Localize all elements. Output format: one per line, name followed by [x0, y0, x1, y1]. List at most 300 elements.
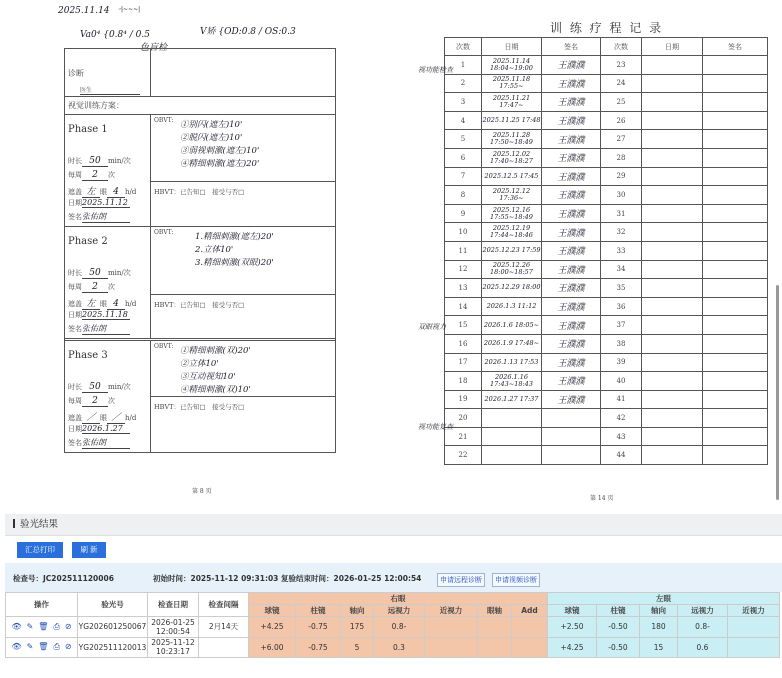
- right-eye-value: [512, 617, 548, 638]
- phase-weekly: [68, 396, 115, 407]
- session-date: [642, 186, 703, 205]
- right-eye-value: [478, 637, 512, 658]
- session-signature: [542, 409, 601, 428]
- obvt-item: ②脱闪(遮左)10': [180, 133, 243, 143]
- refresh-button[interactable]: 刷 新: [72, 542, 106, 558]
- session-number: 22: [445, 446, 482, 465]
- record-row: [445, 204, 768, 223]
- session-number: 5: [445, 130, 482, 149]
- session-date: 2026.1.6 18:05~: [482, 316, 542, 335]
- hide-icon[interactable]: ⊘: [64, 621, 72, 631]
- col-header-left-3: 远视力: [678, 605, 728, 617]
- session-signature: [703, 409, 768, 428]
- exam-date-time: 10:23:17: [156, 647, 190, 657]
- session-number: 19: [445, 390, 482, 409]
- session-date: [642, 446, 703, 465]
- obvt-item: ③互动视知10': [180, 372, 236, 382]
- value: 2: [82, 282, 108, 293]
- record-row: [445, 279, 768, 298]
- doctor-label: 医生: [80, 85, 140, 95]
- exam-interval: [199, 637, 249, 658]
- session-number: 7: [445, 167, 482, 186]
- session-date: 2026.1.27 17:37: [482, 390, 542, 409]
- exam-date-day: 2026-01-25: [151, 617, 195, 627]
- phase-duration: [68, 268, 131, 279]
- diagnosis-content-cell: [150, 48, 336, 97]
- label: 眼: [100, 414, 107, 422]
- right-eye-value: -0.75: [296, 637, 341, 658]
- col-header-left-0: 球镜: [548, 605, 597, 617]
- label: 签名: [68, 325, 82, 333]
- refraction-number: YG202511120013: [78, 637, 148, 658]
- scanned-page-training-record: [418, 0, 782, 505]
- session-number: 28: [601, 148, 642, 167]
- print-icon[interactable]: ⎙: [53, 621, 60, 631]
- session-number: 36: [601, 297, 642, 316]
- obvt-item: ④精细刺激(双)10': [180, 385, 251, 395]
- session-signature: 王濮濮: [542, 372, 601, 391]
- session-signature: [703, 56, 768, 75]
- record-row: [445, 427, 768, 446]
- session-signature: [542, 427, 601, 446]
- session-number: 16: [445, 334, 482, 353]
- unit: 次: [108, 397, 115, 405]
- session-number: 38: [601, 334, 642, 353]
- session-number: 35: [601, 279, 642, 298]
- session-signature: 王濮濮: [542, 74, 601, 93]
- session-date: [642, 130, 703, 149]
- col-header-right-0: 球镜: [249, 605, 296, 617]
- session-signature: [703, 297, 768, 316]
- session-date: [642, 390, 703, 409]
- record-row: [445, 334, 768, 353]
- record-row: [445, 446, 768, 465]
- session-signature: [703, 316, 768, 335]
- session-number: 43: [601, 427, 642, 446]
- left-eye-value: -0.50: [597, 637, 640, 658]
- session-signature: [703, 334, 768, 353]
- label: 签名: [68, 439, 82, 447]
- right-eye-value: 0.3: [374, 637, 425, 658]
- right-eye-value: [425, 617, 478, 638]
- session-signature: [703, 204, 768, 223]
- session-number: 10: [445, 223, 482, 242]
- session-number: 21: [445, 427, 482, 446]
- session-signature: 王濮濮: [542, 334, 601, 353]
- col-header-interval: 检查间隔: [199, 593, 249, 617]
- session-date: [642, 93, 703, 112]
- session-signature: 王濮濮: [542, 316, 601, 335]
- right-eye-value: -0.75: [296, 617, 341, 638]
- session-signature: 王濮濮: [542, 223, 601, 242]
- phase-weekly: [68, 282, 115, 293]
- session-signature: 王濮濮: [542, 148, 601, 167]
- print-icon[interactable]: ⎙: [53, 642, 60, 652]
- session-signature: [703, 186, 768, 205]
- session-date: [642, 148, 703, 167]
- session-signature: 王濮濮: [542, 204, 601, 223]
- session-date: 2025.11.21 17:47~: [482, 93, 542, 112]
- obvt-item: 3.精细刺激(双眼)20': [195, 258, 274, 268]
- hide-icon[interactable]: ⊘: [64, 642, 72, 652]
- right-eye-value: 175: [341, 617, 374, 638]
- obvt-item: ①别闪(遮左)10': [180, 120, 243, 130]
- col-header: 次数: [601, 38, 642, 56]
- col-header: 次数: [445, 38, 482, 56]
- right-eye-value: 5: [341, 637, 374, 658]
- session-number: 40: [601, 372, 642, 391]
- session-date: 2026.1.3 11:12: [482, 297, 542, 316]
- row-actions: [6, 617, 78, 638]
- exam-date-day: 2025-11-12: [151, 638, 195, 648]
- session-number: 29: [601, 167, 642, 186]
- session-date: [642, 297, 703, 316]
- label: 时长: [68, 157, 82, 165]
- session-number: 33: [601, 241, 642, 260]
- hbvt-label: HBVT：已告知□ 接受与否□: [154, 403, 245, 411]
- session-number: 12: [445, 260, 482, 279]
- session-date: 2025.12.12 17:36~: [482, 186, 542, 205]
- session-date: 2026.1.13 17:53: [482, 353, 542, 372]
- col-header-right-2: 轴向: [341, 605, 374, 617]
- session-date: [642, 427, 703, 446]
- exam-interval: 2月14天: [199, 617, 249, 638]
- request-remote-diagnosis-link[interactable]: 申请远程诊断: [437, 573, 485, 587]
- session-signature: [542, 446, 601, 465]
- col-header-refraction-no: 验光号: [78, 593, 148, 617]
- handwritten-note: ｰ|~~~|: [118, 6, 141, 13]
- record-row: [445, 148, 768, 167]
- delete-icon[interactable]: 🗑: [38, 621, 49, 631]
- obvt-item: ③弱视刺激(遮左)10': [180, 146, 260, 156]
- obvt-item: ②立体10': [180, 359, 219, 369]
- result-row: [6, 617, 780, 638]
- left-eye-value: -0.50: [597, 617, 640, 638]
- phase-date: [68, 424, 130, 434]
- exam-date-time: 12:00:54: [156, 626, 190, 636]
- col-header-right-4: 近视力: [425, 605, 478, 617]
- session-date: [482, 427, 542, 446]
- session-number: 4: [445, 111, 482, 130]
- session-date: 2025.11.28 17:50~18:49: [482, 130, 542, 149]
- value: 2025.11.18: [82, 310, 130, 320]
- session-signature: [703, 74, 768, 93]
- phase-cover: [68, 184, 136, 198]
- obvt-item: ①精细刺激(双)20': [180, 346, 251, 356]
- record-row: [445, 93, 768, 112]
- phase-sign: [68, 323, 130, 335]
- session-date: 2025.12.26 18:00~18:57: [482, 260, 542, 279]
- record-row: [445, 56, 768, 75]
- margin-note: 视功能复查: [418, 423, 453, 431]
- record-row: [445, 241, 768, 260]
- value: 2025.11.12: [82, 198, 130, 208]
- session-signature: [703, 446, 768, 465]
- session-date: [642, 260, 703, 279]
- session-number: 15: [445, 316, 482, 335]
- session-date: 2025.12.23 17:59: [482, 241, 542, 260]
- session-date: [642, 316, 703, 335]
- label: 每周: [68, 171, 82, 179]
- session-signature: 王濮濮: [542, 93, 601, 112]
- session-date: 2025.12.5 17:45: [482, 167, 542, 186]
- value: 2026.1.27: [82, 424, 130, 434]
- left-eye-value: +2.50: [548, 617, 597, 638]
- session-date: [642, 372, 703, 391]
- request-video-diagnosis-link[interactable]: 申请视频诊断: [492, 573, 540, 587]
- left-eye-value: 15: [640, 637, 678, 658]
- col-header-ops: 操作: [6, 593, 78, 617]
- record-row: [445, 372, 768, 391]
- session-date: [642, 111, 703, 130]
- image-scrollbar[interactable]: [776, 285, 779, 500]
- exam-date: [148, 637, 199, 658]
- col-header-left-4: 近视力: [728, 605, 780, 617]
- left-eye-value: +4.25: [548, 637, 597, 658]
- label: 日期: [68, 425, 82, 433]
- value: ／: [107, 410, 125, 424]
- record-row: [445, 223, 768, 242]
- right-eye-value: [512, 637, 548, 658]
- record-row: [445, 390, 768, 409]
- session-date: [642, 241, 703, 260]
- session-signature: [703, 390, 768, 409]
- session-signature: 王濮濮: [542, 241, 601, 260]
- label: 遮盖: [68, 188, 82, 196]
- session-signature: [703, 260, 768, 279]
- session-date: [642, 353, 703, 372]
- edit-icon[interactable]: ✎: [26, 642, 34, 652]
- session-signature: [703, 427, 768, 446]
- eye-view-icon[interactable]: 👁: [11, 642, 22, 652]
- session-number: 18: [445, 372, 482, 391]
- session-number: 20: [445, 409, 482, 428]
- session-signature: [703, 241, 768, 260]
- record-row: [445, 353, 768, 372]
- phase-duration: [68, 382, 131, 393]
- record-row: [445, 260, 768, 279]
- session-date: 2025.12.19 17:44~18:46: [482, 223, 542, 242]
- session-signature: 王濮濮: [542, 56, 601, 75]
- value: 张佑朗: [82, 437, 130, 449]
- session-number: 42: [601, 409, 642, 428]
- label: 遮盖: [68, 414, 82, 422]
- session-date: [482, 446, 542, 465]
- session-date: 2025.11.14 18:04~19:00: [482, 56, 542, 75]
- section-title: 验光结果: [20, 519, 59, 530]
- session-signature: 王濮濮: [542, 186, 601, 205]
- obvt-label: OBVT:: [154, 117, 174, 124]
- page-footer: 第 8 页: [192, 488, 212, 495]
- session-signature: 王濮濮: [542, 390, 601, 409]
- record-row: [445, 111, 768, 130]
- left-eye-value: 0.6: [678, 637, 728, 658]
- session-signature: [703, 353, 768, 372]
- session-number: 44: [601, 446, 642, 465]
- value: 4: [107, 299, 125, 310]
- exam-times: 初始时间：2025-11-12 09:31:03 复验结束时间：2026-01-25 12:00:54: [153, 574, 422, 583]
- label: h/d: [125, 188, 137, 196]
- col-header-right-1: 柱镜: [296, 605, 341, 617]
- value: 2: [82, 170, 108, 181]
- session-number: 8: [445, 186, 482, 205]
- value: 50: [82, 382, 108, 393]
- plan-label: 视觉训练方案：: [68, 101, 124, 110]
- col-header-right-3: 远视力: [374, 605, 425, 617]
- col-header-right-eye: 右眼: [249, 593, 548, 605]
- session-date: [642, 56, 703, 75]
- session-signature: 王濮濮: [542, 279, 601, 298]
- refraction-results-table: [5, 592, 780, 658]
- right-eye-value: [478, 617, 512, 638]
- session-signature: 王濮濮: [542, 167, 601, 186]
- left-eye-value: 0.8-: [678, 617, 728, 638]
- session-signature: 王濮濮: [542, 353, 601, 372]
- session-date: 2025.12.29 18:00: [482, 279, 542, 298]
- col-header: 签名: [542, 38, 601, 56]
- session-number: 1: [445, 56, 482, 75]
- handwritten-mark: 色盲检: [140, 43, 168, 53]
- value: ／: [82, 410, 100, 424]
- obvt-item: 1.精细刺激(遮左)20': [195, 232, 274, 242]
- session-signature: [703, 93, 768, 112]
- edit-icon[interactable]: ✎: [26, 621, 34, 631]
- value: 4: [107, 187, 125, 198]
- phase-sign: [68, 437, 130, 449]
- session-date: 2026.1.16 17:43~18:43: [482, 372, 542, 391]
- session-number: 32: [601, 223, 642, 242]
- phase-cover: [68, 296, 136, 310]
- record-row: [445, 167, 768, 186]
- session-number: 9: [445, 204, 482, 223]
- session-signature: [703, 130, 768, 149]
- value: 50: [82, 268, 108, 279]
- right-eye-value: [425, 637, 478, 658]
- session-date: [482, 409, 542, 428]
- phase-sign: [68, 211, 130, 223]
- handwritten-va-note: Va0⁴ {0.8⁴ / 0.5: [80, 30, 150, 40]
- row-actions: [6, 637, 78, 658]
- session-signature: [703, 111, 768, 130]
- value: 张佑朗: [82, 323, 130, 335]
- session-signature: [703, 279, 768, 298]
- session-number: 3: [445, 93, 482, 112]
- session-signature: [703, 148, 768, 167]
- session-date: [642, 223, 703, 242]
- session-number: 39: [601, 353, 642, 372]
- label: 时长: [68, 383, 82, 391]
- left-eye-value: [728, 637, 780, 658]
- col-header: 日期: [482, 38, 542, 56]
- right-eye-value: +4.25: [249, 617, 296, 638]
- phase-duration: [68, 156, 131, 167]
- scanned-page-visual-training-plan: [0, 0, 430, 505]
- session-number: 6: [445, 148, 482, 167]
- col-header-right-6: Add: [512, 605, 548, 617]
- margin-note: 视功能检查: [418, 66, 453, 74]
- session-number: 14: [445, 297, 482, 316]
- record-row: [445, 297, 768, 316]
- unit: 次: [108, 171, 115, 179]
- label: 每周: [68, 283, 82, 291]
- record-row: [445, 316, 768, 335]
- session-number: 31: [601, 204, 642, 223]
- session-date: [642, 334, 703, 353]
- hbvt-label: HBVT：已告知□ 接受与否□: [154, 301, 245, 309]
- session-number: 17: [445, 353, 482, 372]
- label: h/d: [125, 300, 137, 308]
- right-eye-value: 0.8-: [374, 617, 425, 638]
- session-signature: 王濮濮: [542, 260, 601, 279]
- handwritten-corrected-va-note: V矫 {OD:0.8 / OS:0.3: [200, 27, 296, 37]
- session-number: 41: [601, 390, 642, 409]
- right-eye-value: +6.00: [249, 637, 296, 658]
- value: 左: [82, 184, 100, 198]
- phase-weekly: [68, 170, 115, 181]
- col-header: 日期: [642, 38, 703, 56]
- label: h/d: [125, 414, 137, 422]
- session-number: 24: [601, 74, 642, 93]
- exam-number: 检查号：JC202511120006: [13, 574, 114, 583]
- label: 每周: [68, 397, 82, 405]
- session-signature: [703, 223, 768, 242]
- label: 时长: [68, 269, 82, 277]
- session-date: [642, 409, 703, 428]
- eye-view-icon[interactable]: 👁: [11, 621, 22, 631]
- value: 50: [82, 156, 108, 167]
- obvt-item: 2.立体10': [195, 245, 234, 255]
- diagnosis-label: 诊断: [68, 69, 84, 78]
- refraction-number: YG202601250067: [78, 617, 148, 638]
- session-number: 26: [601, 111, 642, 130]
- phase-date: [68, 310, 130, 320]
- session-number: 11: [445, 241, 482, 260]
- margin-note: 双眼视力: [418, 323, 446, 331]
- unit: min/次: [108, 383, 131, 391]
- session-number: 25: [601, 93, 642, 112]
- label: 日期: [68, 199, 82, 207]
- phase-title: Phase 3: [68, 350, 108, 361]
- session-number: 27: [601, 130, 642, 149]
- session-signature: [703, 167, 768, 186]
- section-header: [5, 514, 782, 536]
- col-header: 签名: [703, 38, 768, 56]
- exam-info-bar: [5, 563, 782, 592]
- obvt-label: OBVT:: [154, 343, 174, 350]
- session-date: 2025.11.25 17:48: [482, 111, 542, 130]
- record-row: [445, 186, 768, 205]
- session-date: [642, 204, 703, 223]
- result-row: [6, 637, 780, 658]
- session-signature: 王濮濮: [542, 130, 601, 149]
- exam-date: [148, 617, 199, 638]
- col-header-left-eye: 左眼: [548, 593, 780, 605]
- delete-icon[interactable]: 🗑: [38, 642, 49, 652]
- unit: min/次: [108, 157, 131, 165]
- phase-date: [68, 198, 130, 208]
- session-number: 34: [601, 260, 642, 279]
- session-date: 2025.12.02 17:40~18:27: [482, 148, 542, 167]
- label: 眼: [100, 188, 107, 196]
- phase-title: Phase 1: [68, 124, 108, 135]
- session-date: 2025.12.16 17:55~18:49: [482, 204, 542, 223]
- session-signature: [703, 372, 768, 391]
- obvt-label: OBVT:: [154, 229, 174, 236]
- record-title: 训 练 疗 程 记 录: [550, 21, 664, 35]
- summary-print-button[interactable]: 汇总打印: [17, 542, 63, 558]
- col-header-date: 检查日期: [148, 593, 199, 617]
- col-header-left-1: 柱镜: [597, 605, 640, 617]
